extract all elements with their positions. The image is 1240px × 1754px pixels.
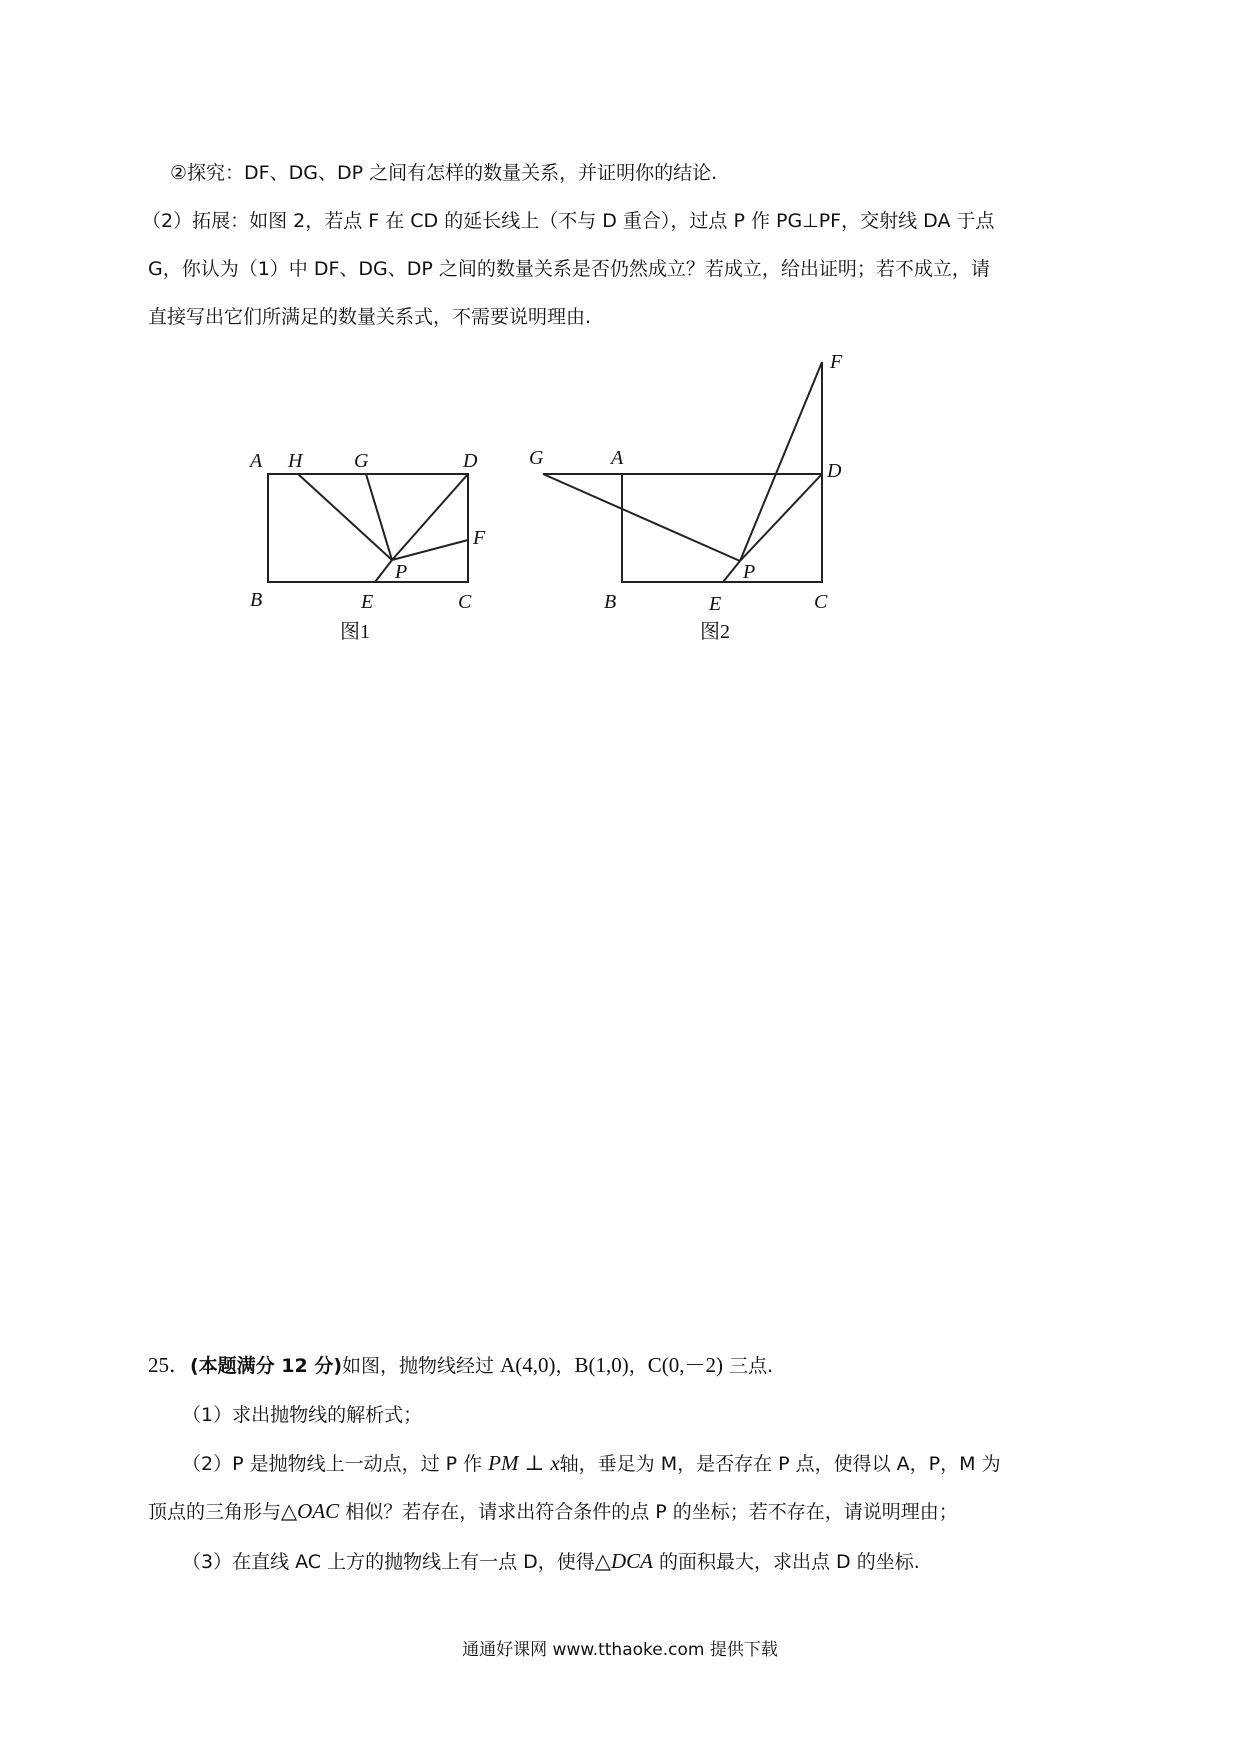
- fig2-segment-dp: [740, 474, 822, 561]
- q24-extension-line-2: G，你认为（1）中 DF、DG、DP 之间的数量关系是否仍然成立？若成立，给出证明；若不成立，请: [148, 258, 990, 280]
- fig1-label-h: H: [288, 450, 303, 472]
- q25-header: [148, 1352, 773, 1379]
- fig1-label-d: D: [463, 450, 478, 472]
- fig2-label-a: A: [611, 447, 624, 469]
- fig2-rectangle: [622, 474, 822, 582]
- separator: ，: [628, 1355, 648, 1377]
- triangle-symbol: △: [281, 1499, 298, 1523]
- point-c: C(0,－2): [647, 1353, 724, 1377]
- perp-symbol: ⊥: [524, 1451, 545, 1475]
- fig1-segment-ep: [375, 560, 392, 582]
- fig2-label-f: F: [830, 351, 843, 373]
- q24-part2-line: ②探究：DF、DG、DP 之间有怎样的数量关系，并证明你的结论.: [170, 162, 718, 184]
- q25-intro: 如图，抛物线经过: [342, 1355, 495, 1377]
- fig2-segment-gp: [543, 474, 740, 561]
- q25-number: 25．: [148, 1353, 190, 1377]
- q25-sub2-text-b: 轴，垂足为 M，是否存在 P 点，使得以 A，P，M 为: [559, 1453, 1001, 1475]
- fig1-label-f: F: [473, 527, 486, 549]
- fig1-rectangle: [268, 474, 468, 582]
- fig1-segment-hp: [298, 474, 392, 560]
- x-axis-var: x: [550, 1451, 560, 1475]
- fig2-caption: 图2: [700, 621, 730, 640]
- fig1-label-b: B: [250, 589, 263, 611]
- fig2-label-b: B: [604, 591, 617, 613]
- q25-intro-end: 三点.: [729, 1355, 774, 1377]
- q25-sub2-cont-b: 相似？若存在，请求出符合条件的点 P 的坐标；若不存在，请说明理由；: [345, 1501, 958, 1523]
- separator: ，: [555, 1355, 575, 1377]
- q25-score: (本题满分 12 分): [190, 1355, 343, 1377]
- q25-sub2: [182, 1450, 1001, 1477]
- fig1-label-p: P: [395, 561, 408, 583]
- fig2-label-p: P: [743, 561, 756, 583]
- fig2-segment-fp: [740, 362, 822, 561]
- triangle-dca: DCA: [610, 1549, 653, 1573]
- fig1-label-e: E: [361, 591, 374, 613]
- page-footer: 通通好课网 www.tthaoke.com 提供下载: [462, 1640, 778, 1660]
- triangle-symbol: △: [594, 1549, 611, 1573]
- triangle-oac: OAC: [297, 1499, 340, 1523]
- q25-sub1: （1）求出抛物线的解析式；: [182, 1404, 423, 1426]
- fig1-label-g: G: [354, 450, 369, 472]
- fig2-label-c: C: [814, 591, 828, 613]
- fig2-label-g: G: [529, 447, 544, 469]
- fig1-label-c: C: [458, 591, 472, 613]
- point-a: A(4,0): [500, 1353, 556, 1377]
- fig1-segment-fp: [392, 540, 468, 560]
- geometry-figures: [240, 340, 860, 640]
- q25-sub3: [182, 1548, 920, 1575]
- q25-sub2-text-a: （2）P 是抛物线上一动点，过 P 作: [182, 1453, 483, 1475]
- segment-pm: PM: [488, 1451, 519, 1475]
- fig1-segment-dp: [392, 474, 468, 560]
- fig2-segment-ep: [723, 561, 740, 582]
- q25-sub3-text-a: （3）在直线 AC 上方的抛物线上有一点 D，使得: [182, 1551, 595, 1573]
- fig2-label-e: E: [709, 593, 722, 615]
- fig2-label-d: D: [827, 460, 842, 482]
- q24-extension-line-3: 直接写出它们所满足的数量关系式，不需要说明理由.: [148, 306, 592, 328]
- q25-sub3-text-b: 的面积最大，求出点 D 的坐标.: [658, 1551, 920, 1573]
- fig1-caption: 图1: [340, 621, 370, 640]
- q25-sub2-cont-a: 顶点的三角形与: [148, 1501, 282, 1523]
- q25-sub2-cont: [148, 1498, 958, 1525]
- fig1-label-a: A: [250, 450, 263, 472]
- q24-extension-line-1: （2）拓展：如图 2，若点 F 在 CD 的延长线上（不与 D 重合），过点 P 作 PG⊥PF，交射线 DA 于点: [142, 210, 995, 232]
- point-b: B(1,0): [574, 1353, 629, 1377]
